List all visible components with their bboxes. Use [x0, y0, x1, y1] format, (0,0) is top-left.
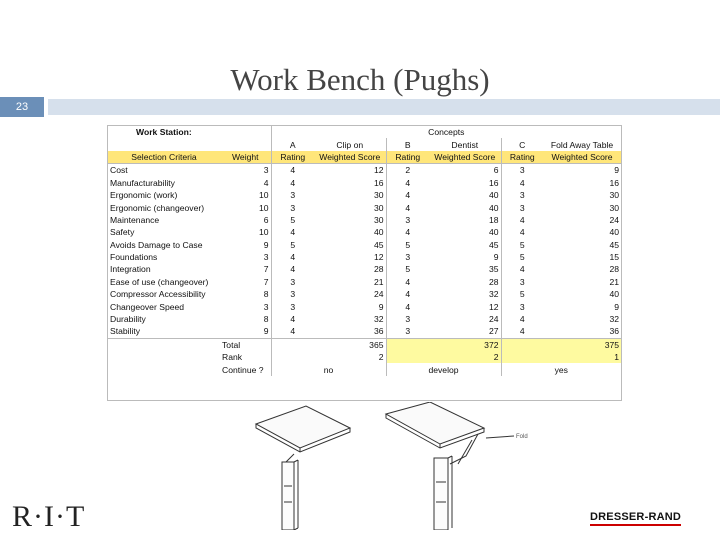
score-c: 21 — [609, 276, 620, 287]
criteria-row — [108, 226, 621, 238]
rating-a: 4 — [290, 165, 296, 176]
rating-a: 4 — [290, 264, 296, 275]
score-b: 40 — [429, 189, 501, 201]
weight-value: 3 — [220, 251, 271, 263]
rating-c: 5 — [519, 252, 525, 263]
criteria-row — [108, 288, 621, 300]
slide-title: Work Bench (Pughs) — [230, 62, 490, 97]
rating-b: 4 — [405, 227, 411, 238]
dresser-rand-logo: DRESSER-RAND — [590, 511, 681, 526]
score-c: 36 — [609, 326, 620, 337]
weight-value: 4 — [220, 177, 271, 189]
weight-value: 6 — [220, 214, 271, 226]
criteria-row — [108, 251, 621, 263]
pugh-table — [108, 126, 621, 376]
rating-header-c: Rating — [501, 151, 543, 164]
continue-row — [108, 363, 621, 375]
rating-c: 4 — [519, 314, 525, 325]
work-station-label: Work Station: — [108, 126, 271, 138]
score-a: 24 — [314, 288, 386, 300]
score-c: 9 — [614, 165, 620, 176]
header-strip — [48, 99, 720, 115]
total-c: 375 — [543, 338, 621, 351]
weight-value: 10 — [220, 226, 271, 238]
concept-a-letter: A — [289, 139, 296, 150]
score-b: 9 — [429, 251, 501, 263]
rating-b: 3 — [405, 314, 411, 325]
criteria-row — [108, 263, 621, 275]
rating-c: 4 — [519, 264, 525, 275]
weight-value: 8 — [220, 288, 271, 300]
rating-c: 3 — [519, 276, 525, 287]
score-c: 45 — [609, 239, 620, 250]
rating-b: 2 — [405, 165, 411, 176]
rating-b: 4 — [405, 276, 411, 287]
continue-a: no — [271, 363, 386, 375]
score-c: 40 — [609, 289, 620, 300]
drawing-callout: Fold — [516, 434, 528, 440]
continue-label: Continue ? — [220, 363, 271, 375]
rating-c: 5 — [519, 239, 525, 250]
rating-header-b: Rating — [386, 151, 429, 164]
score-c: 24 — [609, 214, 620, 225]
score-b: 12 — [429, 300, 501, 312]
rating-b: 3 — [405, 214, 411, 225]
criteria-name: Maintenance — [110, 214, 160, 225]
score-a: 9 — [314, 300, 386, 312]
rank-c: 1 — [543, 351, 621, 363]
rank-a: 2 — [314, 351, 386, 363]
rating-b: 4 — [405, 177, 411, 188]
rit-logo: R·I·T — [12, 500, 86, 533]
concept-c-name: Fold Away Table — [550, 139, 614, 150]
score-b: 45 — [429, 239, 501, 251]
criteria-name: Durability — [110, 314, 146, 325]
weight-value: 3 — [220, 164, 271, 177]
score-a: 30 — [314, 189, 386, 201]
score-c: 28 — [609, 264, 620, 275]
rank-row — [108, 351, 621, 363]
criteria-row — [108, 313, 621, 325]
weight-value: 10 — [220, 189, 271, 201]
score-b: 40 — [429, 201, 501, 213]
continue-c: yes — [554, 364, 568, 375]
criteria-row — [108, 276, 621, 288]
criteria-row — [108, 325, 621, 338]
rating-a: 4 — [290, 314, 296, 325]
score-b: 16 — [429, 177, 501, 189]
rating-header-a: Rating — [271, 151, 314, 164]
rating-a: 5 — [290, 214, 296, 225]
weight-value: 7 — [220, 263, 271, 275]
total-a: 365 — [314, 338, 386, 351]
total-row — [108, 338, 621, 351]
score-c: 30 — [609, 202, 620, 213]
weight-value: 9 — [220, 239, 271, 251]
rating-c: 4 — [519, 177, 525, 188]
rating-c: 3 — [519, 301, 525, 312]
score-a: 30 — [314, 201, 386, 213]
score-c: 30 — [609, 190, 620, 201]
concept-c-letter: C — [519, 139, 526, 150]
concept-a-name: Clip on — [314, 138, 386, 150]
rating-c: 5 — [519, 289, 525, 300]
weighted-header-a: Weighted Score — [314, 151, 386, 164]
score-b: 40 — [429, 226, 501, 238]
score-a: 30 — [314, 214, 386, 226]
score-a: 40 — [314, 226, 386, 238]
rating-c: 4 — [519, 326, 525, 337]
score-a: 12 — [314, 251, 386, 263]
pugh-matrix — [108, 126, 621, 400]
weighted-header-b: Weighted Score — [429, 151, 501, 164]
rating-b: 4 — [405, 289, 411, 300]
score-b: 27 — [429, 325, 501, 338]
rating-b: 5 — [405, 264, 411, 275]
rating-a: 4 — [290, 177, 296, 188]
rating-a: 3 — [290, 289, 296, 300]
rating-a: 3 — [290, 276, 296, 287]
concepts-label: Concepts — [428, 127, 465, 138]
rating-a: 3 — [290, 190, 296, 201]
rating-b: 3 — [405, 252, 411, 263]
score-a: 32 — [314, 313, 386, 325]
rating-c: 4 — [519, 227, 525, 238]
criteria-row — [108, 239, 621, 251]
rating-c: 3 — [519, 190, 525, 201]
fold-away-table-drawing — [378, 402, 538, 530]
criteria-name: Changeover Speed — [110, 301, 185, 312]
rating-b: 4 — [405, 301, 411, 312]
weight-value: 9 — [220, 325, 271, 338]
score-c: 40 — [609, 227, 620, 238]
criteria-row — [108, 164, 621, 177]
header-row — [108, 151, 621, 164]
rating-c: 4 — [519, 214, 525, 225]
score-c: 32 — [609, 314, 620, 325]
score-a: 16 — [314, 177, 386, 189]
score-a: 12 — [314, 164, 386, 177]
criteria-name: Integration — [110, 264, 151, 275]
rank-label: Rank — [220, 351, 271, 363]
total-label: Total — [220, 338, 271, 351]
weight-value: 8 — [220, 313, 271, 325]
score-b: 35 — [429, 263, 501, 275]
rating-a: 4 — [290, 227, 296, 238]
rating-a: 5 — [290, 239, 296, 250]
criteria-name: Ergonomic (changeover) — [110, 202, 205, 213]
rating-b: 4 — [405, 190, 411, 201]
rating-b: 4 — [405, 202, 411, 213]
score-b: 32 — [429, 288, 501, 300]
score-a: 45 — [314, 239, 386, 251]
criteria-name: Foundations — [110, 252, 158, 263]
rating-a: 3 — [290, 202, 296, 213]
rating-c: 3 — [519, 165, 525, 176]
header-bar — [0, 97, 720, 117]
criteria-name: Cost — [110, 165, 128, 176]
weight-header: Weight — [220, 151, 271, 164]
criteria-header: Selection Criteria — [108, 151, 220, 164]
score-b: 18 — [429, 214, 501, 226]
criteria-name: Manufacturability — [110, 177, 175, 188]
criteria-row — [108, 300, 621, 312]
weighted-header-c: Weighted Score — [543, 151, 621, 164]
rating-a: 4 — [290, 252, 296, 263]
score-b: 28 — [429, 276, 501, 288]
score-a: 28 — [314, 263, 386, 275]
criteria-row — [108, 177, 621, 189]
criteria-name: Safety — [110, 227, 135, 238]
rating-b: 5 — [405, 239, 411, 250]
criteria-row — [108, 214, 621, 226]
concept-b-letter: B — [404, 139, 411, 150]
slide-number: 23 — [0, 97, 44, 117]
criteria-row — [108, 189, 621, 201]
criteria-name: Stability — [110, 326, 141, 337]
weight-value: 3 — [220, 300, 271, 312]
concept-b-name: Dentist — [429, 138, 501, 150]
rating-b: 3 — [405, 326, 411, 337]
weight-value: 7 — [220, 276, 271, 288]
criteria-name: Avoids Damage to Case — [110, 239, 203, 250]
score-a: 21 — [314, 276, 386, 288]
continue-b: develop — [386, 363, 501, 375]
weight-value: 10 — [220, 201, 271, 213]
criteria-name: Ergonomic (work) — [110, 190, 178, 201]
rank-b: 2 — [429, 351, 501, 363]
rating-a: 3 — [290, 301, 296, 312]
total-b: 372 — [429, 338, 501, 351]
score-c: 15 — [609, 252, 620, 263]
score-c: 9 — [614, 301, 620, 312]
score-c: 16 — [609, 177, 620, 188]
clip-on-bench-drawing — [246, 402, 356, 530]
rating-c: 3 — [519, 202, 525, 213]
score-b: 6 — [429, 164, 501, 177]
criteria-row — [108, 201, 621, 213]
rating-a: 4 — [290, 326, 296, 337]
criteria-name: Ease of use (changeover) — [110, 276, 209, 287]
score-a: 36 — [314, 325, 386, 338]
score-b: 24 — [429, 313, 501, 325]
criteria-name: Compressor Accessibility — [110, 289, 206, 300]
